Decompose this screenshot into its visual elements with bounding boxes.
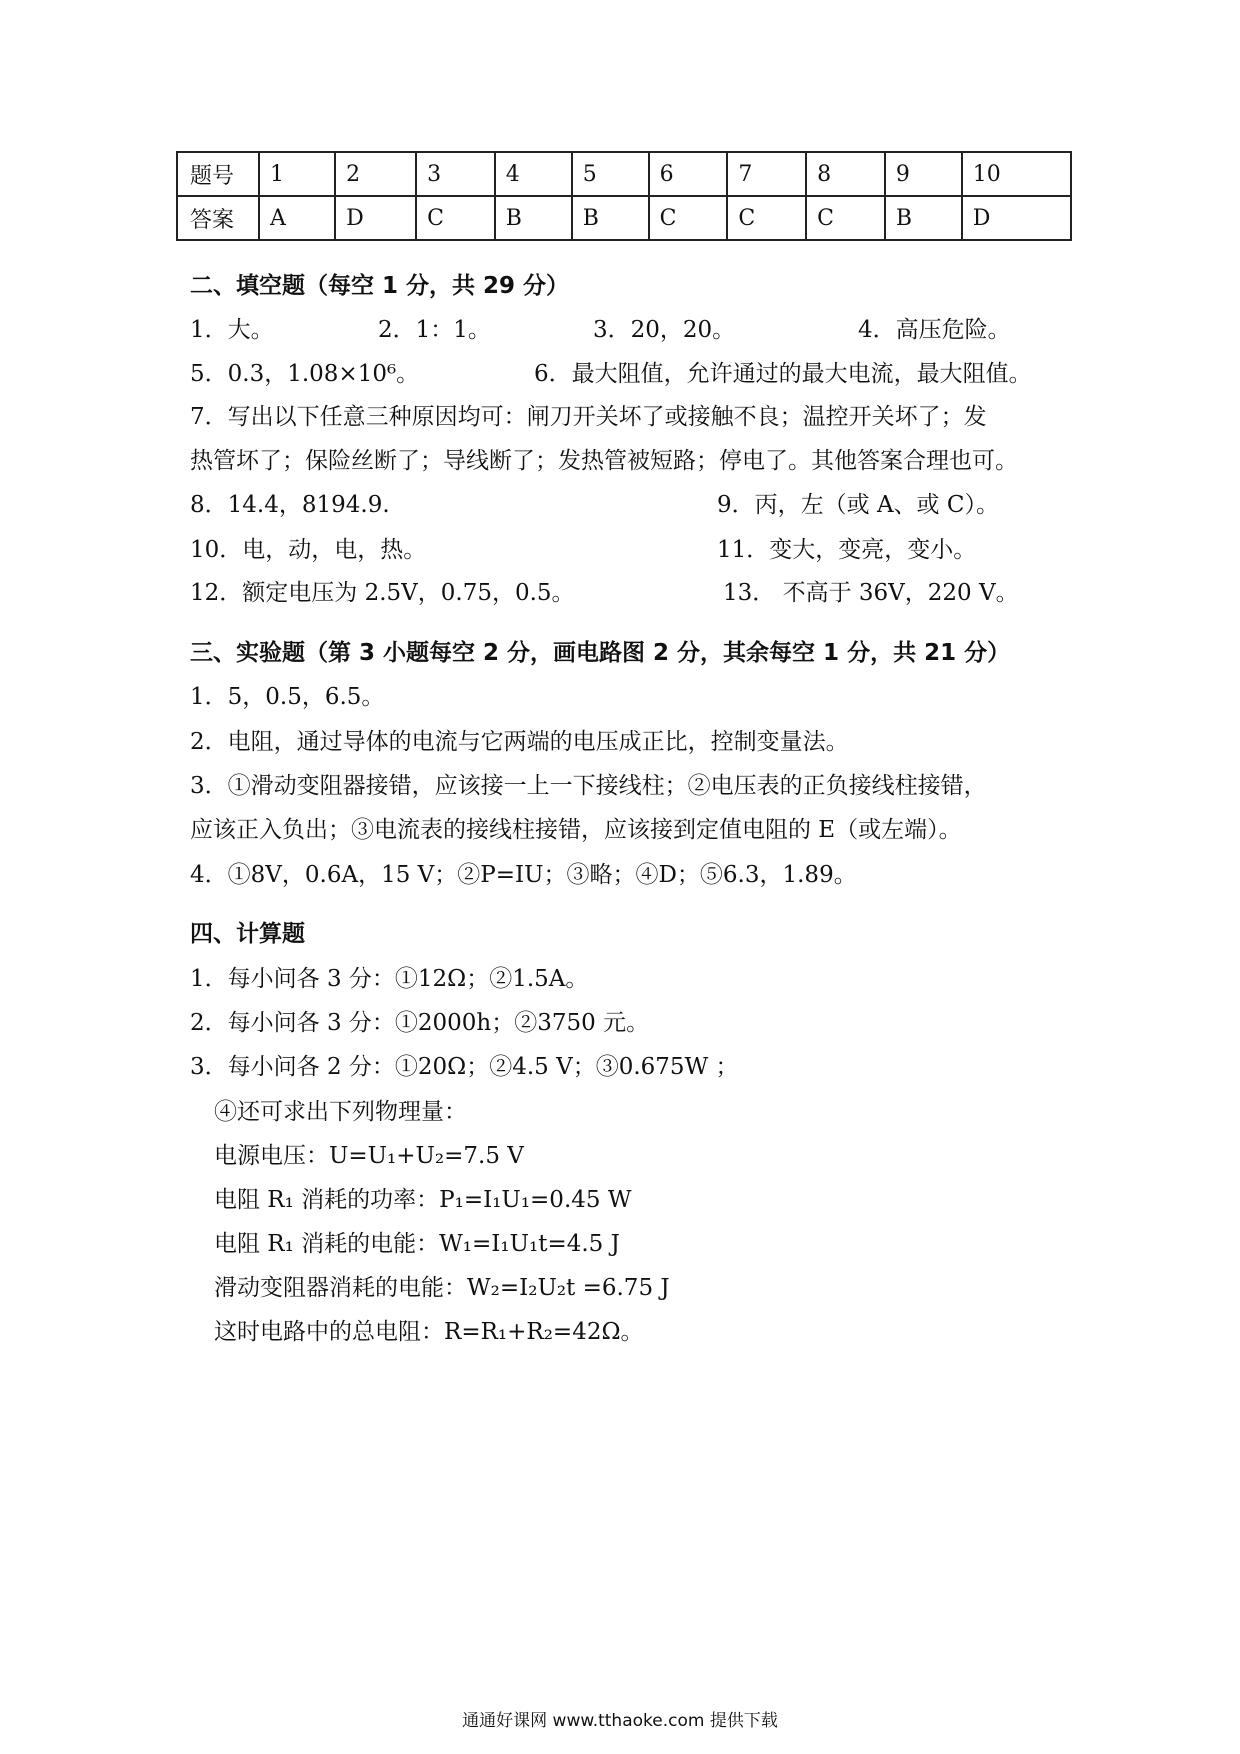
s2-q7-line2: 热管坏了；保险丝断了；导线断了；发热管被短路；停电了。其他答案合理也可。 <box>190 448 1018 474</box>
s3-q1: 1．5，0.5，6.5。 <box>190 684 385 710</box>
table-cell: D <box>962 196 1071 240</box>
s2-q1: 1．大。 <box>190 317 274 343</box>
table-row-numbers <box>177 152 1071 196</box>
table-cell: B <box>885 196 962 240</box>
page-footer: 通通好课网 www.tthaoke.com 提供下载 <box>462 1711 778 1731</box>
table-cell: 4 <box>495 152 572 196</box>
s4-formula-total-resistance: 这时电路中的总电阻：R=R₁+R₂=42Ω。 <box>214 1319 644 1345</box>
s2-q3: 3．20，20。 <box>593 317 736 343</box>
table-cell: B <box>495 196 572 240</box>
table-cell: 3 <box>416 152 495 196</box>
table-cell: 9 <box>885 152 962 196</box>
answer-table <box>176 151 1072 241</box>
s3-q3-line2: 应该正入负出；③电流表的接线柱接错，应该接到定值电阻的 E（或左端）。 <box>190 817 962 843</box>
table-cell: 6 <box>649 152 728 196</box>
s2-q6: 6．最大阻值，允许通过的最大电流，最大阻值。 <box>534 361 1032 387</box>
s4-formula-rheostat-energy: 滑动变阻器消耗的电能：W₂=I₂U₂t =6.75 J <box>214 1275 670 1301</box>
s2-q7-line1: 7．写出以下任意三种原因均可：闸刀开关坏了或接触不良；温控开关坏了；发 <box>190 404 987 430</box>
s2-q2: 2．1：1。 <box>378 317 491 343</box>
s4-q3-extra: ④还可求出下列物理量： <box>214 1099 467 1125</box>
s2-q8: 8．14.4，8194.9. <box>190 492 390 518</box>
s2-q13: 13． 不高于 36V，220 V。 <box>723 580 1019 606</box>
table-head-number: 题号 <box>177 152 259 196</box>
table-cell: C <box>649 196 728 240</box>
table-head-answer: 答案 <box>177 196 259 240</box>
table-cell: 8 <box>806 152 885 196</box>
table-cell: C <box>727 196 806 240</box>
table-cell: D <box>335 196 416 240</box>
s2-q10: 10．电，动，电，热。 <box>190 537 427 563</box>
s4-q1: 1．每小问各 3 分：①12Ω；②1.5A。 <box>190 966 589 992</box>
s4-q3: 3．每小问各 2 分：①20Ω；②4.5 V；③0.675W ； <box>190 1054 739 1080</box>
table-cell: C <box>416 196 495 240</box>
table-cell: 7 <box>727 152 806 196</box>
s4-q2: 2．每小问各 3 分：①2000h；②3750 元。 <box>190 1010 650 1036</box>
s4-formula-voltage: 电源电压：U=U₁+U₂=7.5 V <box>214 1143 524 1169</box>
table-cell: 10 <box>962 152 1071 196</box>
s2-q9: 9．丙，左（或 A、或 C）。 <box>717 492 999 518</box>
table-cell: B <box>572 196 649 240</box>
table-cell: 1 <box>259 152 335 196</box>
s3-q2: 2．电阻，通过导体的电流与它两端的电压成正比，控制变量法。 <box>190 729 849 755</box>
s4-formula-power: 电阻 R₁ 消耗的功率：P₁=I₁U₁=0.45 W <box>214 1187 632 1213</box>
section-2-title: 二、填空题（每空 1 分，共 29 分） <box>190 273 570 299</box>
table-cell: A <box>259 196 335 240</box>
section-3-title: 三、实验题（第 3 小题每空 2 分，画电路图 2 分，其余每空 1 分，共 21 分） <box>190 640 1011 666</box>
s2-q11: 11．变大，变亮，变小。 <box>717 537 977 563</box>
s2-q4: 4．高压危险。 <box>858 317 1011 343</box>
table-row-answers <box>177 196 1071 240</box>
s2-q5: 5．0.3，1.08×10⁶。 <box>190 361 420 387</box>
s4-formula-energy: 电阻 R₁ 消耗的电能：W₁=I₁U₁t=4.5 J <box>214 1231 620 1257</box>
table-cell: 5 <box>572 152 649 196</box>
s2-q12: 12．额定电压为 2.5V，0.75，0.5。 <box>190 580 575 606</box>
table-cell: 2 <box>335 152 416 196</box>
section-4-title: 四、计算题 <box>190 921 305 947</box>
s3-q4: 4．①8V，0.6A，15 V；②P=IU；③略；④D；⑤6.3，1.89。 <box>190 862 857 888</box>
table-cell: C <box>806 196 885 240</box>
s3-q3-line1: 3．①滑动变阻器接错，应该接一上一下接线柱；②电压表的正负接线柱接错， <box>190 773 987 799</box>
